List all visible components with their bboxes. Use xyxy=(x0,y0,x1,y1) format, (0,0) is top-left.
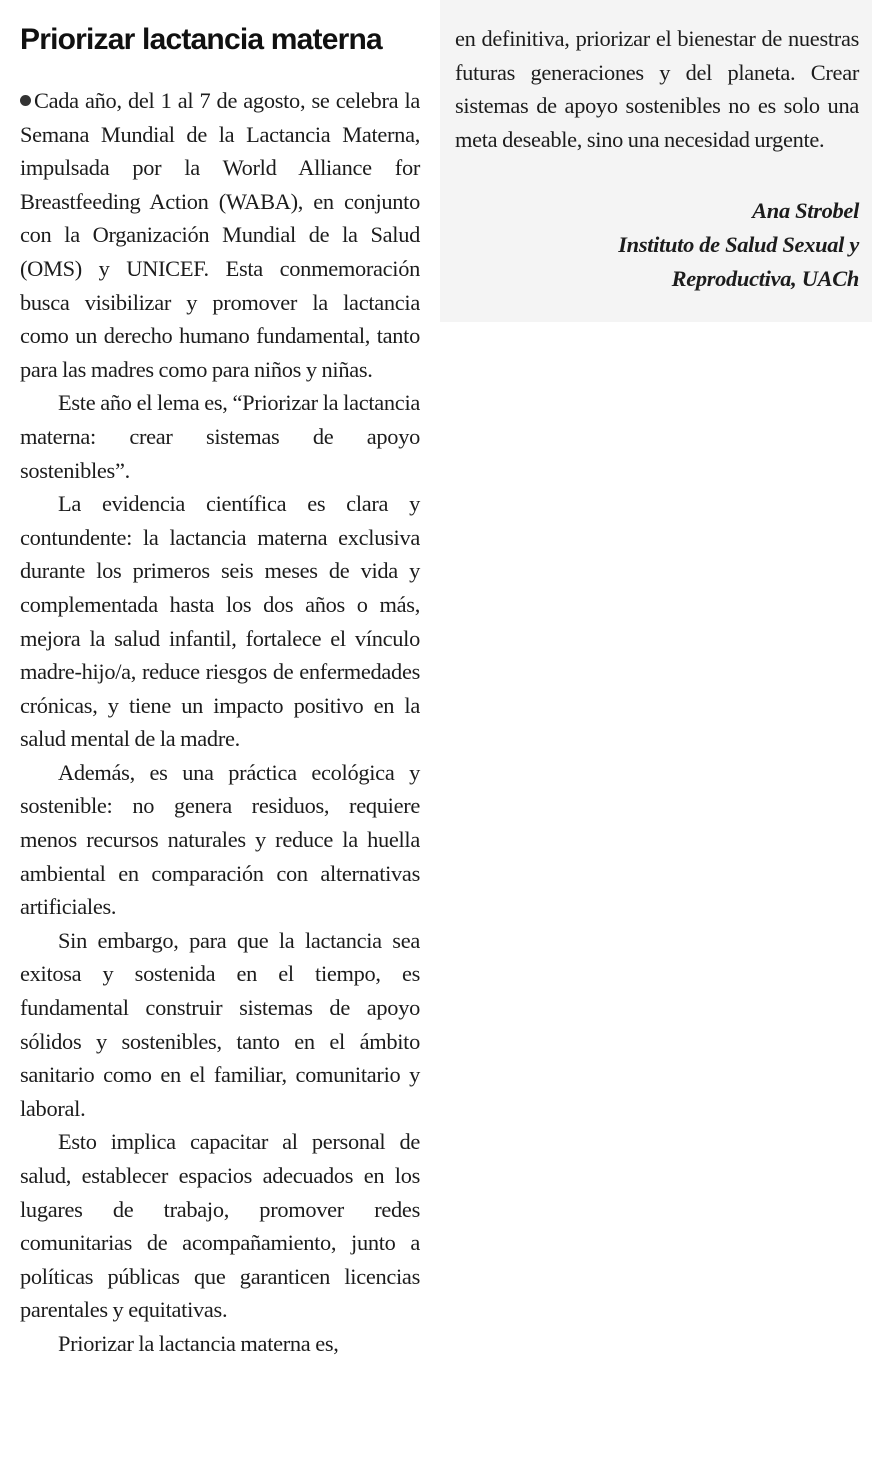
left-column xyxy=(20,0,420,1361)
article-body xyxy=(20,84,420,1361)
paragraph-7: Priorizar la lactancia materna es, xyxy=(58,1330,339,1356)
continuation-paragraph: en definitiva, priorizar el bienestar de nuestras futuras generaciones y del planeta. Crear sistemas de apoyo sostenibles no es solo una meta deseable, sino una necesidad urgente. xyxy=(455,26,859,152)
article-continuation xyxy=(455,22,859,156)
paragraph-6: Esto implica capacitar al personal de salud, establecer espacios adecuados en los lugares de trabajo, promover redes comunitarias de acompañamiento, junto a políticas públicas que garanticen licencias parentales y equitativas. xyxy=(20,1129,420,1323)
author-affiliation-line-1: Instituto de Salud Sexual y xyxy=(618,231,859,257)
paragraph-1 xyxy=(20,84,420,386)
paragraph-5: Sin embargo, para que la lactancia sea exitosa y sostenida en el tiempo, es fundamental construir sistemas de apoyo sólidos y sostenibles, tanto en el ámbito sanitario como en el familiar, comunitario y laboral. xyxy=(20,927,420,1121)
paragraph-3: La evidencia científica es clara y contundente: la lactancia materna exclusiva durante los primeros seis meses de vida y complementada hasta los dos años o más, mejora la salud infantil, fortalece el vínculo madre-hijo/a, reduce riesgos de enfermedades crónicas, y tiene un impacto positivo en la salud mental de la madre. xyxy=(20,491,420,752)
right-column xyxy=(455,0,859,295)
paragraph-4: Además, es una práctica ecológica y sostenible: no genera residuos, requiere menos recursos naturales y reduce la huella ambiental en comparación con alternativas artificiales. xyxy=(20,759,420,920)
bullet-icon xyxy=(20,95,31,106)
author-signature xyxy=(455,194,859,295)
author-affiliation-line-2: Reproductiva, UACh xyxy=(671,265,859,291)
paragraph-1-text: Cada año, del 1 al 7 de agosto, se celebra la Semana Mundial de la Lactancia Materna, impulsada por la World Alliance for Breastfeeding Action (WABA), en conjunto con la Organización Mundial de la Salud (OMS) y UNICEF. Esta conmemoración busca visibilizar y promover la lactancia como un derecho humano fundamental, tanto para las madres como para niños y niñas. xyxy=(20,88,420,382)
author-name: Ana Strobel xyxy=(752,198,859,224)
paragraph-2: Este año el lema es, “Priorizar la lactancia materna: crear sistemas de apoyo sostenibles”. xyxy=(20,390,420,483)
article-headline: Priorizar lactancia materna xyxy=(20,23,382,56)
